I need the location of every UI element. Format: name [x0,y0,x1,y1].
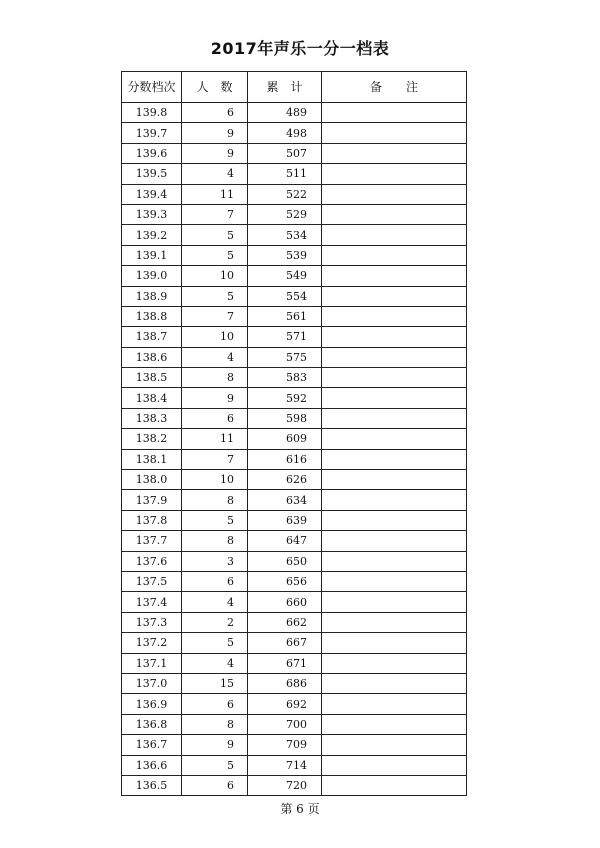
note-cell [322,429,467,449]
header-cumulative: 累 计 [248,72,322,103]
score-cell: 137.4 [122,592,182,612]
cumulative-cell: 714 [248,755,322,775]
score-cell: 139.0 [122,266,182,286]
cumulative-cell: 609 [248,429,322,449]
table-row [122,571,467,591]
table-row [122,103,467,123]
note-cell [322,245,467,265]
cumulative-cell: 507 [248,143,322,163]
table-row [122,429,467,449]
score-cell: 137.6 [122,551,182,571]
count-cell: 4 [182,653,248,673]
note-cell [322,123,467,143]
note-cell [322,143,467,163]
score-cell: 138.1 [122,449,182,469]
score-cell: 137.5 [122,571,182,591]
table-row [122,388,467,408]
count-cell: 7 [182,449,248,469]
note-cell [322,653,467,673]
note-cell [322,306,467,326]
table-row [122,755,467,775]
score-cell: 139.2 [122,225,182,245]
score-cell: 139.3 [122,204,182,224]
note-cell [322,225,467,245]
note-cell [322,633,467,653]
table-row [122,633,467,653]
table-row [122,592,467,612]
count-cell: 15 [182,673,248,693]
cumulative-cell: 575 [248,347,322,367]
cumulative-cell: 647 [248,531,322,551]
cumulative-cell: 634 [248,490,322,510]
score-cell: 138.3 [122,408,182,428]
count-cell: 9 [182,388,248,408]
table-row [122,143,467,163]
score-cell: 139.4 [122,184,182,204]
note-cell [322,449,467,469]
table-row [122,266,467,286]
header-count: 人 数 [182,72,248,103]
count-cell: 2 [182,612,248,632]
note-cell [322,347,467,367]
cumulative-cell: 656 [248,571,322,591]
count-cell: 8 [182,714,248,734]
score-cell: 138.9 [122,286,182,306]
note-cell [322,735,467,755]
table-row [122,510,467,530]
note-cell [322,714,467,734]
note-cell [322,490,467,510]
score-cell: 137.0 [122,673,182,693]
count-cell: 5 [182,225,248,245]
note-cell [322,164,467,184]
note-cell [322,103,467,123]
count-cell: 6 [182,103,248,123]
cumulative-cell: 626 [248,470,322,490]
score-cell: 138.8 [122,306,182,326]
cumulative-cell: 489 [248,103,322,123]
count-cell: 7 [182,306,248,326]
note-cell [322,592,467,612]
score-cell: 139.5 [122,164,182,184]
count-cell: 6 [182,408,248,428]
cumulative-cell: 662 [248,612,322,632]
score-cell: 138.7 [122,327,182,347]
note-cell [322,368,467,388]
count-cell: 4 [182,347,248,367]
count-cell: 8 [182,368,248,388]
table-row [122,714,467,734]
page-number: 第 6 页 [280,802,320,816]
count-cell: 5 [182,245,248,265]
table-row [122,490,467,510]
table-row [122,368,467,388]
score-cell: 136.6 [122,755,182,775]
note-cell [322,510,467,530]
count-cell: 6 [182,775,248,795]
score-cell: 138.4 [122,388,182,408]
table-body [122,103,467,796]
count-cell: 5 [182,286,248,306]
cumulative-cell: 571 [248,327,322,347]
note-cell [322,204,467,224]
count-cell: 11 [182,429,248,449]
table-row [122,735,467,755]
count-cell: 11 [182,184,248,204]
score-cell: 138.0 [122,470,182,490]
note-cell [322,531,467,551]
note-cell [322,551,467,571]
cumulative-cell: 709 [248,735,322,755]
cumulative-cell: 549 [248,266,322,286]
score-cell: 138.2 [122,429,182,449]
score-cell: 138.6 [122,347,182,367]
score-table [121,71,467,796]
count-cell: 6 [182,694,248,714]
header-note: 备 注 [322,72,467,103]
table-row [122,653,467,673]
table-row [122,408,467,428]
count-cell: 6 [182,571,248,591]
count-cell: 10 [182,327,248,347]
cumulative-cell: 650 [248,551,322,571]
count-cell: 9 [182,735,248,755]
cumulative-cell: 592 [248,388,322,408]
cumulative-cell: 720 [248,775,322,795]
table-row [122,531,467,551]
note-cell [322,286,467,306]
table-row [122,775,467,795]
cumulative-cell: 692 [248,694,322,714]
table-row [122,123,467,143]
table-row [122,347,467,367]
cumulative-cell: 554 [248,286,322,306]
score-cell: 139.7 [122,123,182,143]
count-cell: 4 [182,592,248,612]
count-cell: 9 [182,123,248,143]
note-cell [322,694,467,714]
score-cell: 139.6 [122,143,182,163]
score-cell: 137.3 [122,612,182,632]
note-cell [322,388,467,408]
table-row [122,470,467,490]
score-cell: 137.7 [122,531,182,551]
table-row [122,327,467,347]
score-cell: 136.7 [122,735,182,755]
count-cell: 10 [182,470,248,490]
count-cell: 5 [182,633,248,653]
cumulative-cell: 498 [248,123,322,143]
table-row [122,204,467,224]
cumulative-cell: 522 [248,184,322,204]
note-cell [322,775,467,795]
note-cell [322,470,467,490]
score-cell: 136.8 [122,714,182,734]
cumulative-cell: 671 [248,653,322,673]
score-cell: 137.8 [122,510,182,530]
count-cell: 3 [182,551,248,571]
note-cell [322,327,467,347]
cumulative-cell: 511 [248,164,322,184]
cumulative-cell: 539 [248,245,322,265]
cumulative-cell: 583 [248,368,322,388]
score-cell: 139.8 [122,103,182,123]
table-header-row [122,72,467,103]
table-row [122,306,467,326]
page-title: 2017年声乐一分一档表 [210,39,390,58]
count-cell: 5 [182,755,248,775]
note-cell [322,673,467,693]
score-cell: 136.5 [122,775,182,795]
note-cell [322,755,467,775]
table-row [122,673,467,693]
cumulative-cell: 529 [248,204,322,224]
table-row [122,694,467,714]
cumulative-cell: 534 [248,225,322,245]
score-cell: 137.1 [122,653,182,673]
table-row [122,612,467,632]
count-cell: 8 [182,531,248,551]
score-cell: 138.5 [122,368,182,388]
cumulative-cell: 561 [248,306,322,326]
cumulative-cell: 686 [248,673,322,693]
note-cell [322,266,467,286]
table-row [122,184,467,204]
cumulative-cell: 598 [248,408,322,428]
cumulative-cell: 700 [248,714,322,734]
note-cell [322,184,467,204]
table-row [122,164,467,184]
score-cell: 137.2 [122,633,182,653]
score-cell: 136.9 [122,694,182,714]
count-cell: 8 [182,490,248,510]
cumulative-cell: 616 [248,449,322,469]
table-row [122,225,467,245]
cumulative-cell: 667 [248,633,322,653]
count-cell: 9 [182,143,248,163]
header-score: 分数档次 [122,72,182,103]
cumulative-cell: 660 [248,592,322,612]
table-row [122,245,467,265]
table-row [122,449,467,469]
score-cell: 137.9 [122,490,182,510]
note-cell [322,612,467,632]
score-cell: 139.1 [122,245,182,265]
count-cell: 5 [182,510,248,530]
count-cell: 10 [182,266,248,286]
count-cell: 7 [182,204,248,224]
table-row [122,551,467,571]
note-cell [322,408,467,428]
table-row [122,286,467,306]
count-cell: 4 [182,164,248,184]
cumulative-cell: 639 [248,510,322,530]
note-cell [322,571,467,591]
